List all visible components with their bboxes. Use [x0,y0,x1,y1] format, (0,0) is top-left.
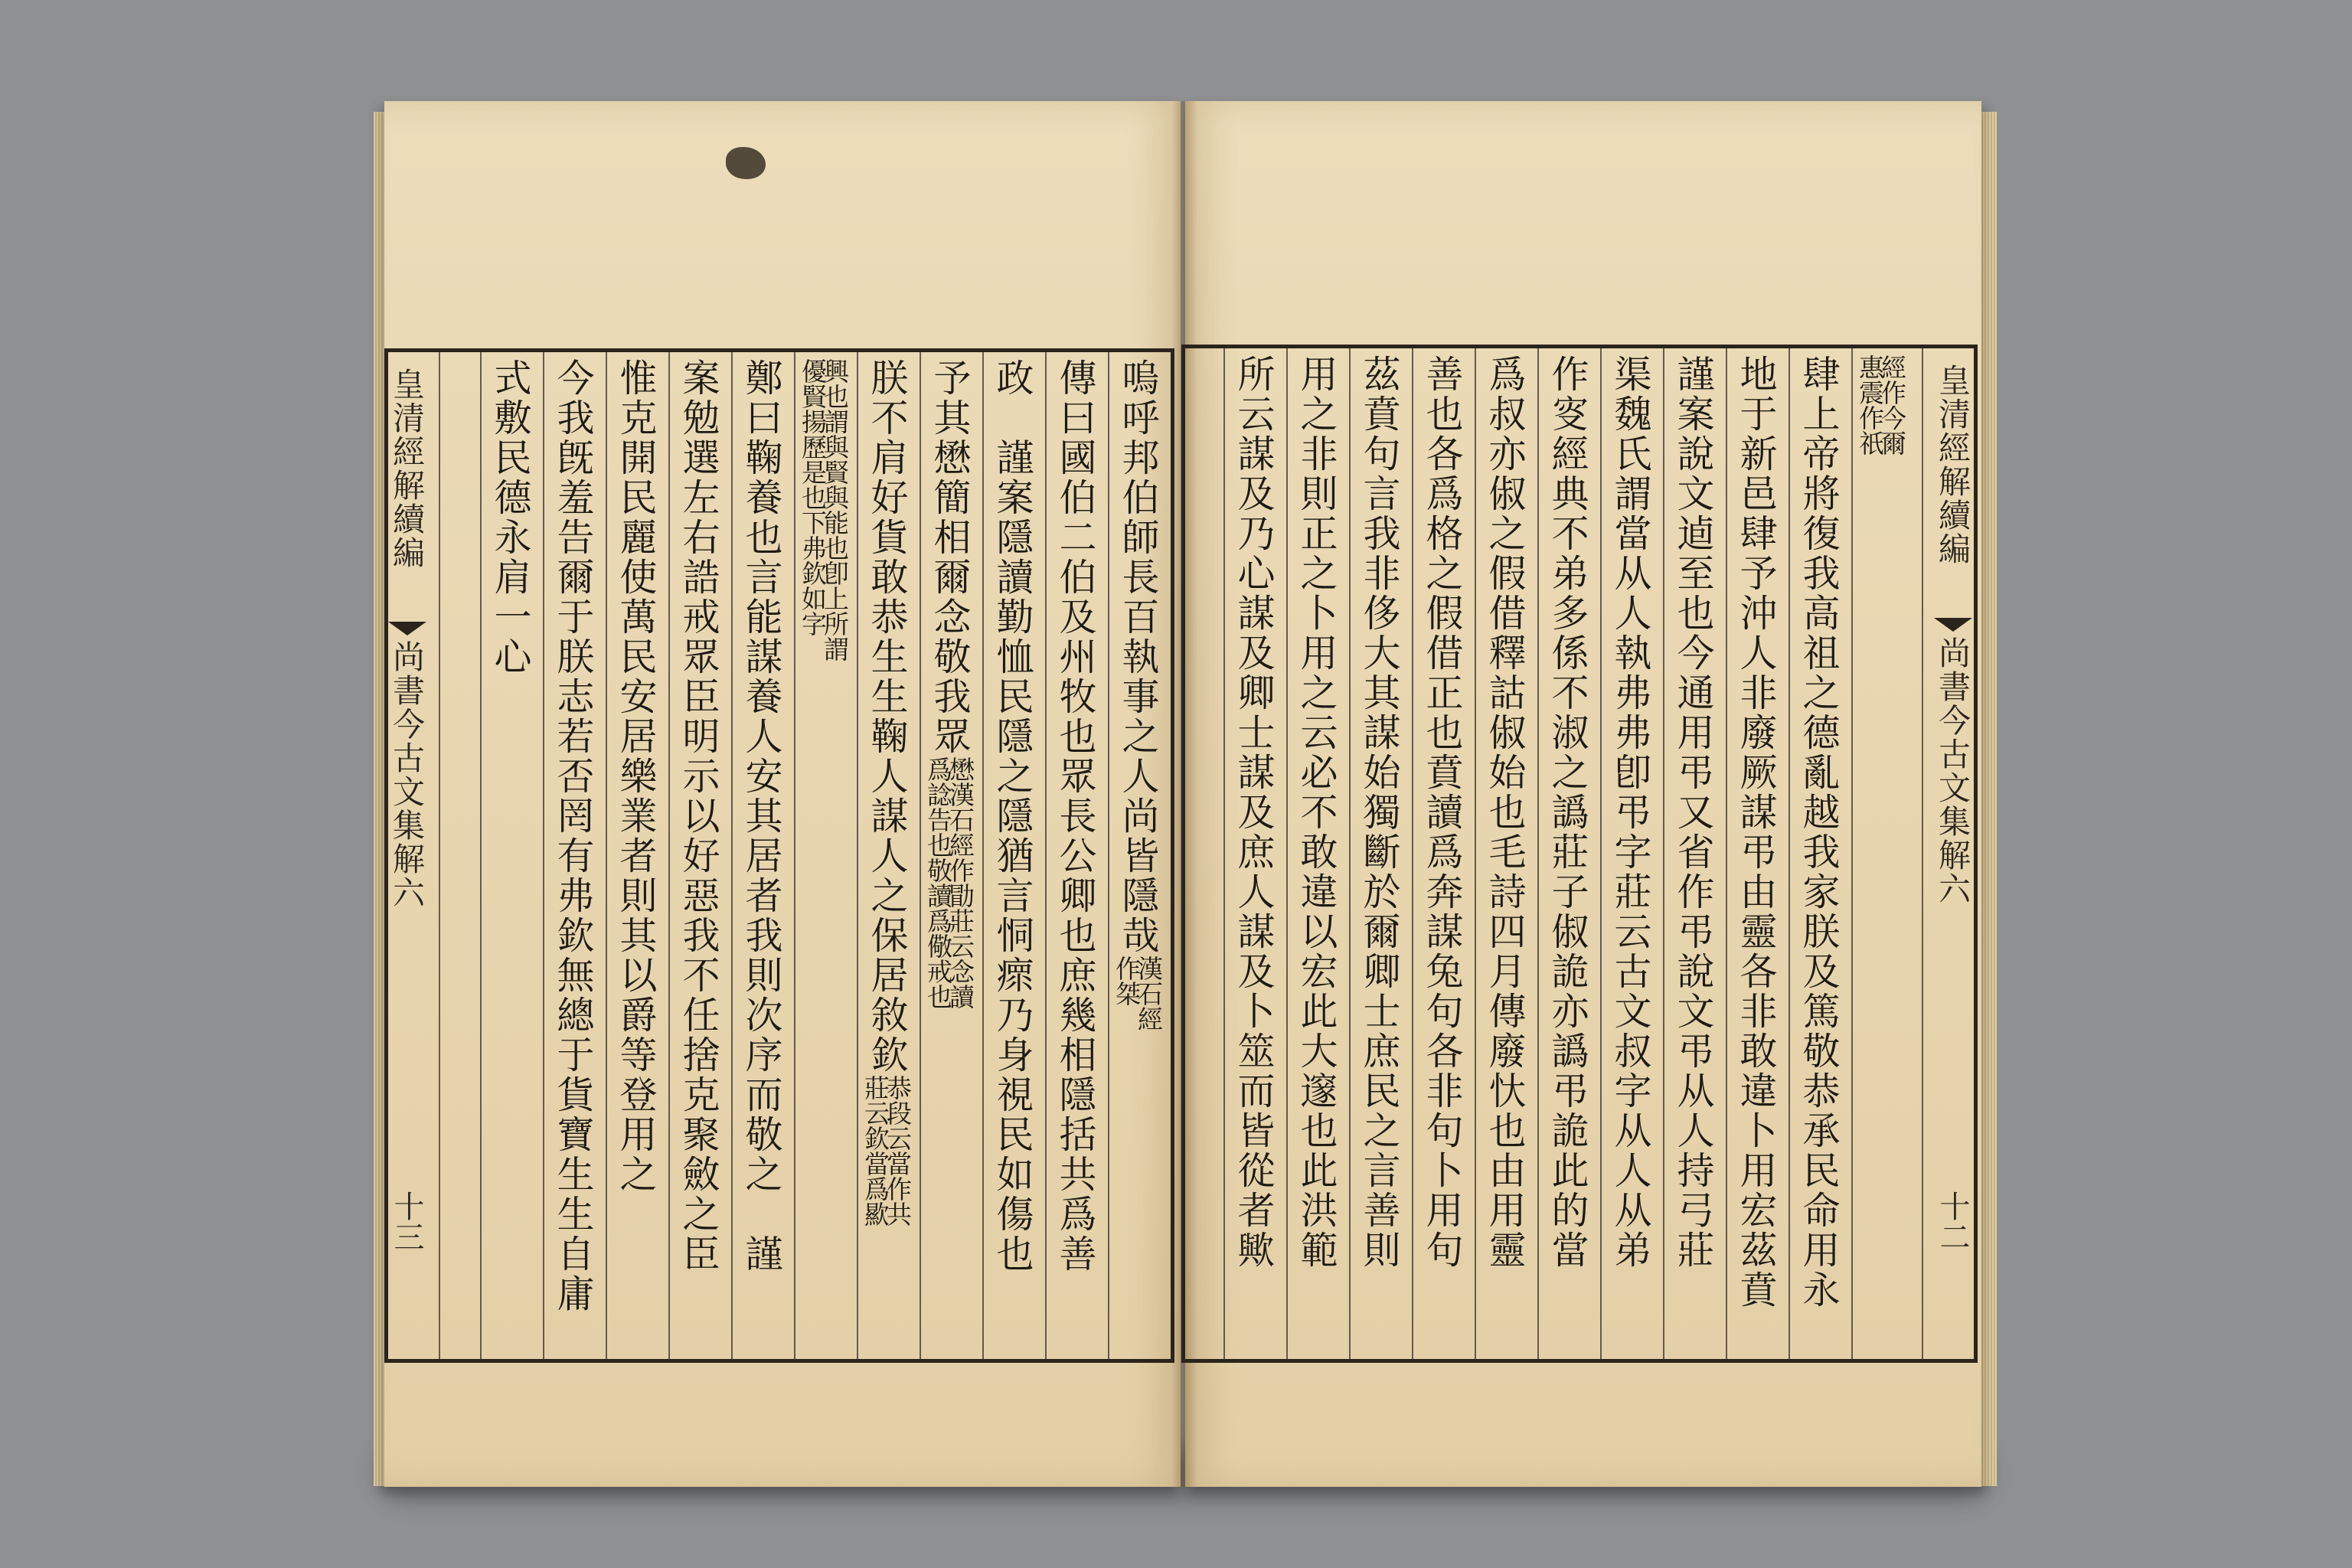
column-rule [480,352,482,1359]
text-column [1855,354,1907,456]
column-main-text: 今我旣羞告爾于朕志若否罔有弗欽無總于貨寶生生自庸 [551,358,595,1314]
column-rule [1537,348,1539,1359]
column-annotation [861,1075,913,1227]
left-print-block [384,348,1174,1363]
text-column [488,358,532,677]
column-main-text: 爲叔亦俶之假借釋詁俶始也毛詩四月傳廢忕也由用靈 [1483,354,1527,1270]
column-rule [857,352,858,1359]
right-fold-margin [1928,348,1980,1359]
column-rule [543,352,544,1359]
column-rule [1223,348,1225,1359]
fold-page-number: 十三 [389,1191,424,1252]
column-main-text: 傳曰國伯二伯及州牧也眾長公卿也庶幾相隱括共爲善 [1054,358,1097,1274]
column-rule [1726,348,1727,1359]
fold-title: 皇清經解續編 [388,368,426,570]
column-annotation [923,756,975,1009]
annotation-line: 惠震作祇 [1855,354,1885,456]
annotation-line: 經作今爾 [1877,354,1907,456]
column-main-text: 鄭曰鞠養也言能謀養人安其居者我則次序而敬之 謹 [740,358,783,1274]
column-rule [1349,348,1351,1359]
column-rule [1600,348,1602,1359]
right-print-block [1181,345,1978,1363]
column-rule [1475,348,1476,1359]
column-rule [1851,348,1853,1359]
column-main-text: 所云謀及乃心謀及卿士謀及庶人謀及卜筮而皆從者歟 [1232,354,1276,1270]
column-main-text: 作叜經典不弟多係不淑之譌莊子俶詭亦譌弔詭此的當 [1546,354,1589,1270]
text-column [923,358,975,1009]
text-column [861,358,913,1227]
column-rule [731,352,733,1359]
column-main-text: 政 謹案隱讀勤恤民隱之隱猶言恫瘝乃身視民如傷也 [991,358,1034,1274]
column-rule [982,352,984,1359]
column-rule [794,352,795,1359]
text-column [1231,354,1276,1270]
text-column [798,358,850,662]
column-rule [1412,348,1413,1359]
column-annotation [798,358,850,662]
text-column [1294,354,1338,1270]
column-main-text: 嗚呼邦伯師長百執事之人尚皆隱哉 [1116,358,1160,956]
fold-page-number: 十二 [1935,1191,1970,1252]
annotation-line: 懋漢石經作勖莊云念讀 [946,756,975,1009]
column-main-text: 地于新邑肆予沖人非廢厥謀弔由靈各非敢違卜用宏茲賁 [1734,354,1778,1310]
text-column [1671,354,1715,1270]
column-main-text: 予其懋簡相爾念敬我眾 [928,358,972,756]
ink-blot [726,147,766,179]
text-column [613,358,658,1194]
column-main-text: 渠魏氏謂當从人執弗弗卽弔字莊云古文叔字从人从弟 [1609,354,1652,1270]
text-column [739,358,783,1274]
column-rule [1788,348,1790,1359]
column-rule [668,352,670,1359]
fold-title: 皇清經解續編 [1934,364,1971,566]
column-rule [1663,348,1664,1359]
column-main-text: 朕不肩好貨敢恭生生鞠人謀人之保居敘欽 [865,358,909,1075]
column-annotation [1112,956,1164,1031]
text-column [1419,354,1464,1270]
column-rule [920,352,921,1359]
column-rule [606,352,607,1359]
column-rule [1045,352,1047,1359]
fold-fish-tail [1934,618,1972,632]
text-column [1545,354,1589,1270]
column-rule [1922,348,1923,1359]
annotation-line: 漢石經 [1134,956,1164,1031]
text-column [550,358,595,1314]
text-column [1053,358,1097,1274]
column-main-text: 善也各爲格之假借正也賁讀爲奔謀兔句各非句卜用句 [1420,354,1464,1270]
column-rule [439,352,440,1359]
annotation-line: 莊云欽當爲歞 [861,1075,890,1227]
annotation-line: 優賢揚歷是也下弗欽如字 [798,358,828,636]
left-fold-margin [382,352,434,1359]
column-rule [1108,352,1109,1359]
text-column [990,358,1034,1274]
column-rule [1286,348,1288,1359]
annotation-line: 爲諗告也敬讀爲儆戒也 [923,756,953,1009]
column-main-text: 肆上帝將復我高祖之德亂越我家朕及篤敬恭承民命用永 [1797,354,1841,1310]
text-column [1733,354,1778,1310]
text-column [1608,354,1652,1270]
fold-subtitle: 尚書今古文集解六 [1934,636,1971,906]
fold-subtitle: 尚書今古文集解六 [388,640,426,910]
column-main-text: 案勉選左右誥戒眾臣明示以好惡我不任捨克聚斂之臣 [677,358,720,1274]
column-main-text: 謹案說文逌至也今通用弔又省作弔說文弔从人持弓莊 [1671,354,1715,1270]
annotation-line: 恭段云當作共 [883,1075,913,1227]
fold-fish-tail [388,622,426,635]
text-column [1796,354,1841,1310]
annotation-line: 興也謂與賢與能也卽上所謂 [820,358,850,662]
column-main-text: 茲賁句言我非侈大其謀始獨斷於爾卿士庶民之言善則 [1357,354,1401,1270]
text-column [1112,358,1164,1031]
column-main-text: 式敷民德永肩一心 [488,358,532,677]
column-annotation [1855,354,1907,456]
text-column [1357,354,1401,1270]
annotation-line: 作桀 [1112,956,1142,1006]
text-column [1482,354,1527,1270]
text-column [676,358,720,1274]
column-main-text: 惟克開民麗使萬民安居樂業者則其以爵等登用之 [614,358,658,1194]
column-main-text: 用之非則正之卜用之云必不敢違以宏此大邃也此洪範 [1295,354,1338,1270]
